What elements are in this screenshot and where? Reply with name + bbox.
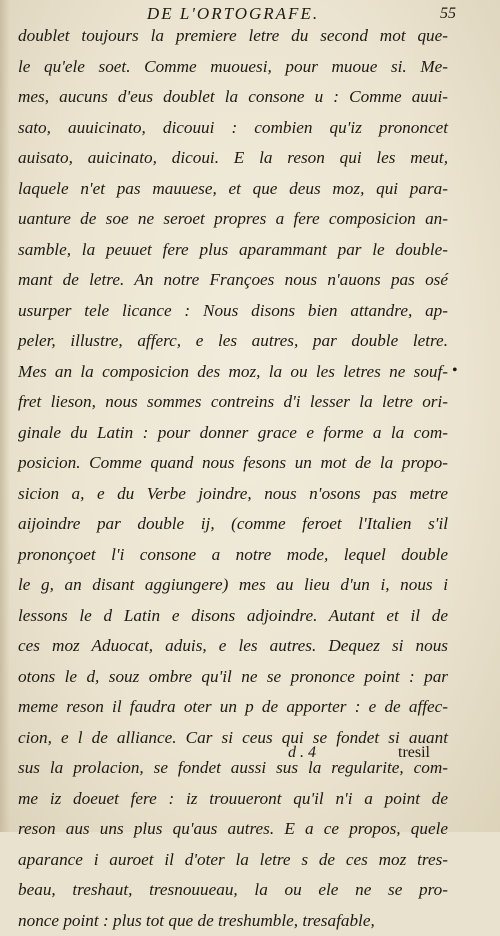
text-line: posicion. Comme quand nous fesons un mot de la propo- — [18, 448, 448, 479]
text-line: usurper tele licance : Nous disons bien attandre, ap- — [18, 296, 448, 327]
catchword: tresil — [398, 744, 430, 762]
text-line: le g, an disant aggiungere) mes au lieu d'un i, nous i — [18, 570, 448, 601]
signature-mark: d . 4 — [288, 744, 316, 762]
text-line: meme reson il faudra oter un p de apporter : e de affec- — [18, 692, 448, 723]
text-line: sus la prolacion, se fondet aussi sus la regularite, com- — [18, 753, 448, 784]
body-text — [18, 21, 448, 936]
text-line: ginale du Latin : pour donner grace e forme a la com- — [18, 418, 448, 449]
text-line: aijoindre par double ij, (comme feroet l'Italien s'il — [18, 509, 448, 540]
text-line: peler, illustre, afferc, e les autres, par double letre. — [18, 326, 448, 357]
text-line: mes, aucuns d'eus doublet la consone u : Comme auui- — [18, 82, 448, 113]
text-line: samble, la peuuet fere plus aparammant par le double- — [18, 235, 448, 266]
text-line: doublet toujours la premiere letre du second mot que- — [18, 21, 448, 52]
text-line: auisato, auicinato, dicoui. E la reson qui les meut, — [18, 143, 448, 174]
text-line: uanture de soe ne seroet propres a fere composicion an- — [18, 204, 448, 235]
text-line: Mes an la composicion des moz, la ou les letres ne souf- — [18, 357, 448, 388]
text-line: mant de letre. An notre Françoes nous n'auons pas osé — [18, 265, 448, 296]
text-line: otons le d, souz ombre qu'il ne se prononce point : par — [18, 662, 448, 693]
text-line: lessons le d Latin e disons adjoindre. Autant et il de — [18, 601, 448, 632]
text-line: nonce point : plus tot que de treshumble, tresafable, — [18, 906, 448, 936]
page-fold-shadow — [0, 0, 10, 832]
text-line: fret lieson, nous sommes contreins d'i lesser la letre ori- — [18, 387, 448, 418]
page-footer — [0, 744, 500, 774]
text-line: beau, treshaut, tresnouueau, la ou ele ne se pro- — [18, 875, 448, 906]
margin-mark: • — [452, 362, 458, 380]
text-line: me iz doeuet fere : iz trouueront qu'il n'i a point de — [18, 784, 448, 815]
running-head: DE L'ORTOGRAFE. — [88, 4, 378, 24]
text-line: prononçoet l'i consone a notre mode, lequel double — [18, 540, 448, 571]
text-line: ces moz Aduocat, aduis, e les autres. Dequez si nous — [18, 631, 448, 662]
text-line: laquele n'et pas mauuese, et que deus moz, qui para- — [18, 174, 448, 205]
page-number: 55 — [440, 5, 456, 23]
text-line: sicion a, e du Verbe joindre, nous n'osons pas metre — [18, 479, 448, 510]
text-line: cion, e l de alliance. Car si ceus qui se fondet si auant — [18, 723, 448, 754]
text-line: reson aus uns plus qu'aus autres. E a ce propos, quele — [18, 814, 448, 845]
text-line: sato, auuicinato, dicouui : combien qu'iz prononcet — [18, 113, 448, 144]
text-line: aparance i auroet il d'oter la letre s de ces moz tres- — [18, 845, 448, 876]
text-line: le qu'ele soet. Comme muouesi, pour muoue si. Me- — [18, 52, 448, 83]
